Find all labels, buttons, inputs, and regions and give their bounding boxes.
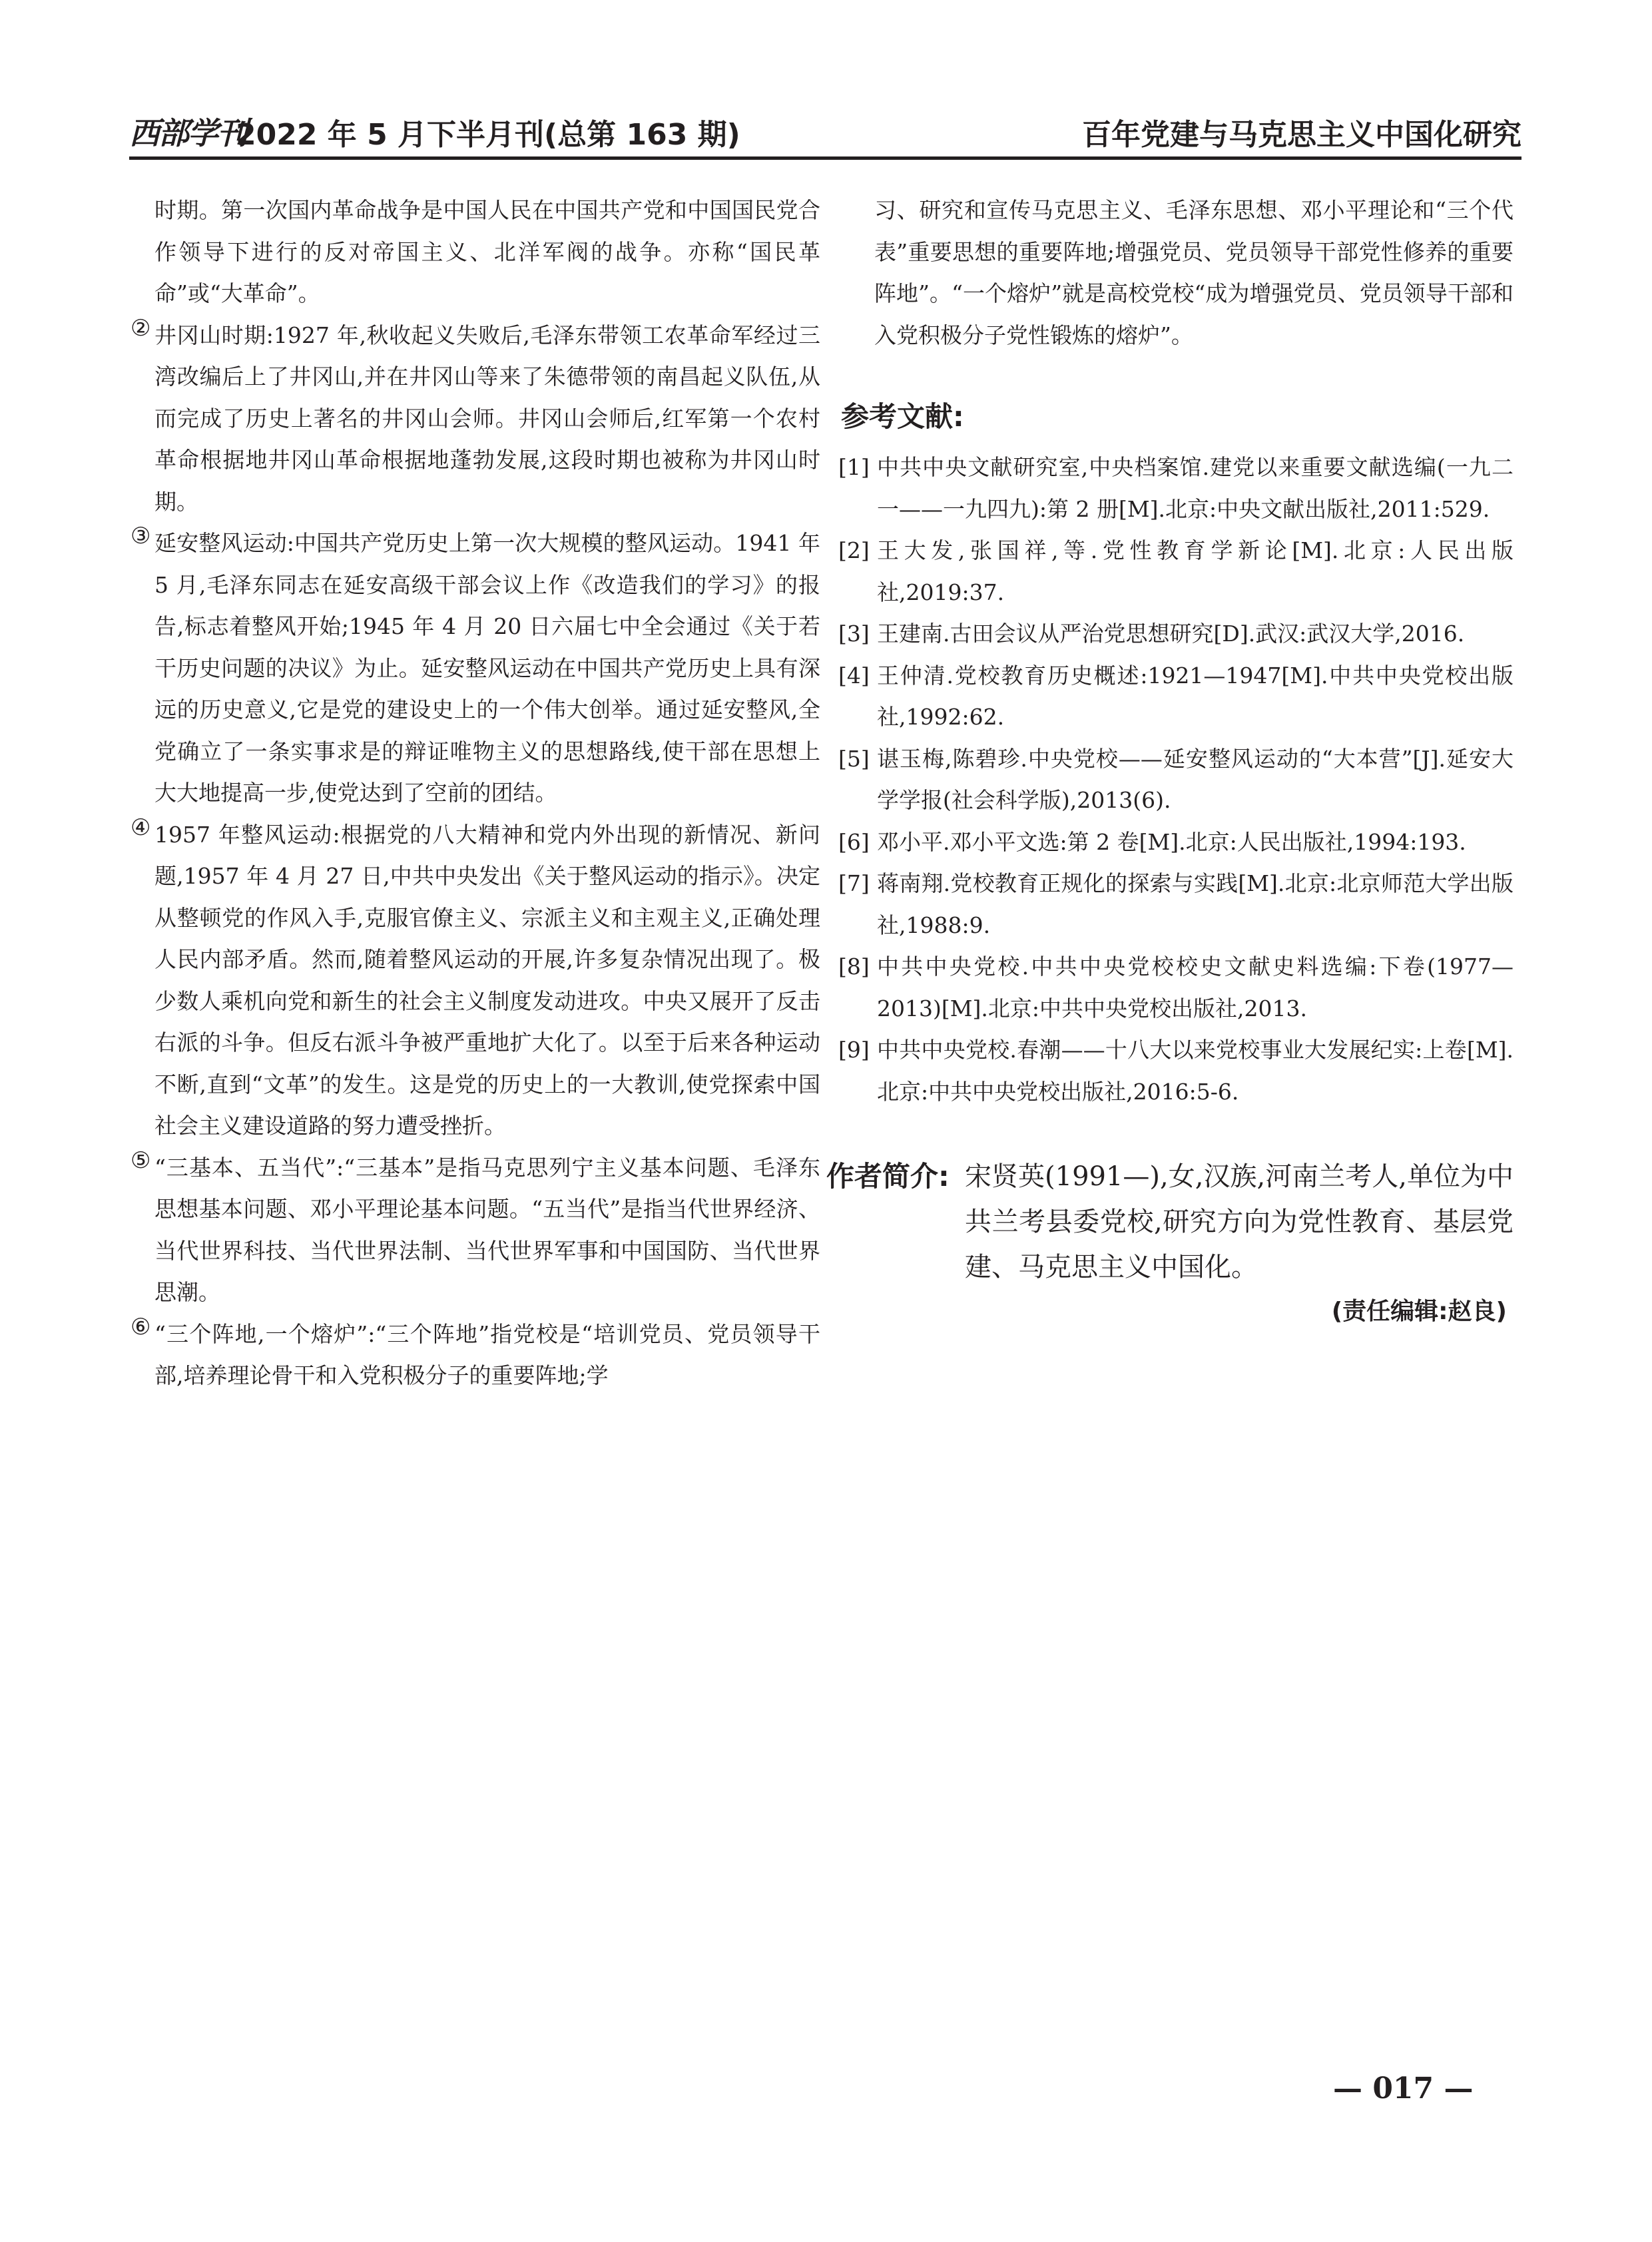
reference-number: [6] <box>838 828 870 855</box>
reference-text: 王建南.古田会议从严治党思想研究[D].武汉:武汉大学,2016. <box>877 621 1465 647</box>
reference-number: [2] <box>838 537 870 563</box>
reference-item <box>838 863 1514 946</box>
reference-text: 中共中央党校.中共中央党校校史文献史料选编:下卷(1977—2013)[M].北京:中共中央党校出版社,2013. <box>877 954 1514 1021</box>
footnote <box>131 523 820 814</box>
footnote <box>131 1313 820 1397</box>
note-continuation: 时期。第一次国内革命战争是中国人民在中国共产党和中国国民党合作领导下进行的反对帝国主义、北洋军阀的战争。亦称“国民革命”或“大革命”。 <box>154 197 820 306</box>
footnote-text: 延安整风运动:中国共产党历史上第一次大规模的整风运动。1941 年 5 月,毛泽东同志在延安高级干部会议上作《改造我们的学习》的报告,标志着整风开始;1945 年 4 月 20 日六届七中全会通过《关于若干历史问题的决议》为止。延安整风运动在中国共产党历史上具有深远的历史意义,它是党的建设史上的一个伟大创举。通过延安整风,全党确立了一条实事求是的辩证唯物主义的思想路线,使干部在思想上大大地提高一步,使党达到了空前的团结。 <box>154 530 820 806</box>
footnote-number: ② <box>131 314 151 342</box>
reference-number: [1] <box>838 454 870 480</box>
reference-item <box>838 946 1514 1029</box>
reference-text: 谌玉梅,陈碧珍.中央党校——延安整风运动的“大本营”[J].延安大学学报(社会科学版),2013(6). <box>877 745 1514 813</box>
page-number: — 017 — <box>1333 2072 1474 2105</box>
responsible-editor: (责任编辑:赵良) <box>1331 1298 1507 1325</box>
footnote <box>131 314 820 523</box>
footnote-text: 井冈山时期:1927 年,秋收起义失败后,毛泽东带领工农革命军经过三湾改编后上了井冈山,并在井冈山等来了朱德带领的南昌起义队伍,从而完成了历史上著名的井冈山会师。井冈山会师后,红军第一个农村革命根据地井冈山革命根据地蓬勃发展,这段时期也被称为井冈山时期。 <box>154 322 820 515</box>
footnote-number: ③ <box>131 523 151 549</box>
page-header <box>129 107 1521 153</box>
issue-info: 2022 年 5 月下半月刊(总第 163 期) <box>236 118 740 152</box>
reference-item <box>838 613 1514 655</box>
footnote <box>131 1147 820 1314</box>
note-continuation: 习、研究和宣传马克思主义、毛泽东思想、邓小平理论和“三个代表”重要思想的重要阵地;增强党员、党员领导干部党性修养的重要阵地”。“一个熔炉”就是高校党校“成为增强党员、党员领导干部和入党积极分子党性锻炼的熔炉”。 <box>874 197 1514 348</box>
reference-text: 王仲清.党校教育历史概述:1921—1947[M].中共中央党校出版社,1992:62. <box>877 662 1514 730</box>
reference-number: [8] <box>838 954 870 980</box>
right-column <box>826 190 1514 1326</box>
reference-item <box>838 822 1514 864</box>
reference-text: 中共中央文献研究室,中央档案馆.建党以来重要文献选编(一九二一——一九四九):第 2 册[M].北京:中央文献出版社,2011:529. <box>877 454 1514 522</box>
header-rule <box>129 156 1521 160</box>
reference-text: 蒋南翔.党校教育正规化的探索与实践[M].北京:北京师范大学出版社,1988:9. <box>877 870 1514 938</box>
left-column <box>131 190 820 1397</box>
footnote-text: “三基本、五当代”:“三基本”是指马克思列宁主义基本问题、毛泽东思想基本问题、邓小平理论基本问题。“五当代”是指当代世界经济、当代世界科技、当代世界法制、当代世界军事和中国国防、当代世界思潮。 <box>154 1154 820 1305</box>
reference-number: [3] <box>838 621 870 647</box>
reference-text: 中共中央党校.春潮——十八大以来党校事业大发展纪实:上卷[M].北京:中共中央党校出版社,2016:5-6. <box>877 1037 1514 1105</box>
footnote <box>131 814 820 1147</box>
reference-item <box>838 655 1514 738</box>
footnote-number: ⑤ <box>131 1147 151 1174</box>
footnote-text: 1957 年整风运动:根据党的八大精神和党内外出现的新情况、新问题,1957 年 4 月 27 日,中共中央发出《关于整风运动的指示》。决定从整顿党的作风入手,克服官僚主义、宗派主义和主观主义,正确处理人民内部矛盾。然而,随着整风运动的开展,许多复杂情况出现了。极少数人乘机向党和新生的社会主义制度发动进攻。中央又展开了反击右派的斗争。但反右派斗争被严重地扩大化了。以至于后来各种运动不断,直到“文革”的发生。这是党的历史上的一大教训,使党探索中国社会主义建设道路的努力遭受挫折。 <box>154 821 820 1139</box>
references-heading: 参考文献: <box>841 400 964 433</box>
reference-item <box>838 1029 1514 1113</box>
journal-logo: 西部学刊 <box>129 115 246 151</box>
reference-text: 王大发,张国祥,等.党性教育学新论[M].北京:人民出版社,2019:37. <box>877 537 1514 605</box>
reference-item <box>838 530 1514 613</box>
reference-number: [4] <box>838 662 870 689</box>
footnote-number: ⑥ <box>131 1313 151 1340</box>
author-text: 宋贤英(1991—),女,汉族,河南兰考人,单位为中共兰考县委党校,研究方向为党性教育、基层党建、马克思主义中国化。 <box>965 1161 1514 1282</box>
reference-item <box>838 738 1514 822</box>
footnote-text: “三个阵地,一个熔炉”:“三个阵地”指党校是“培训党员、党员领导干部,培养理论骨干和入党积极分子的重要阵地;学 <box>154 1320 820 1388</box>
footnote-number: ④ <box>131 814 151 841</box>
reference-number: [9] <box>838 1037 870 1063</box>
author-label: 作者简介: <box>826 1160 950 1193</box>
reference-text: 邓小平.邓小平文选:第 2 卷[M].北京:人民出版社,1994:193. <box>877 828 1466 855</box>
reference-item <box>838 447 1514 530</box>
author-bio <box>826 1154 1514 1290</box>
reference-number: [5] <box>838 745 870 772</box>
section-title: 百年党建与马克思主义中国化研究 <box>1082 118 1521 152</box>
reference-number: [7] <box>838 870 870 896</box>
